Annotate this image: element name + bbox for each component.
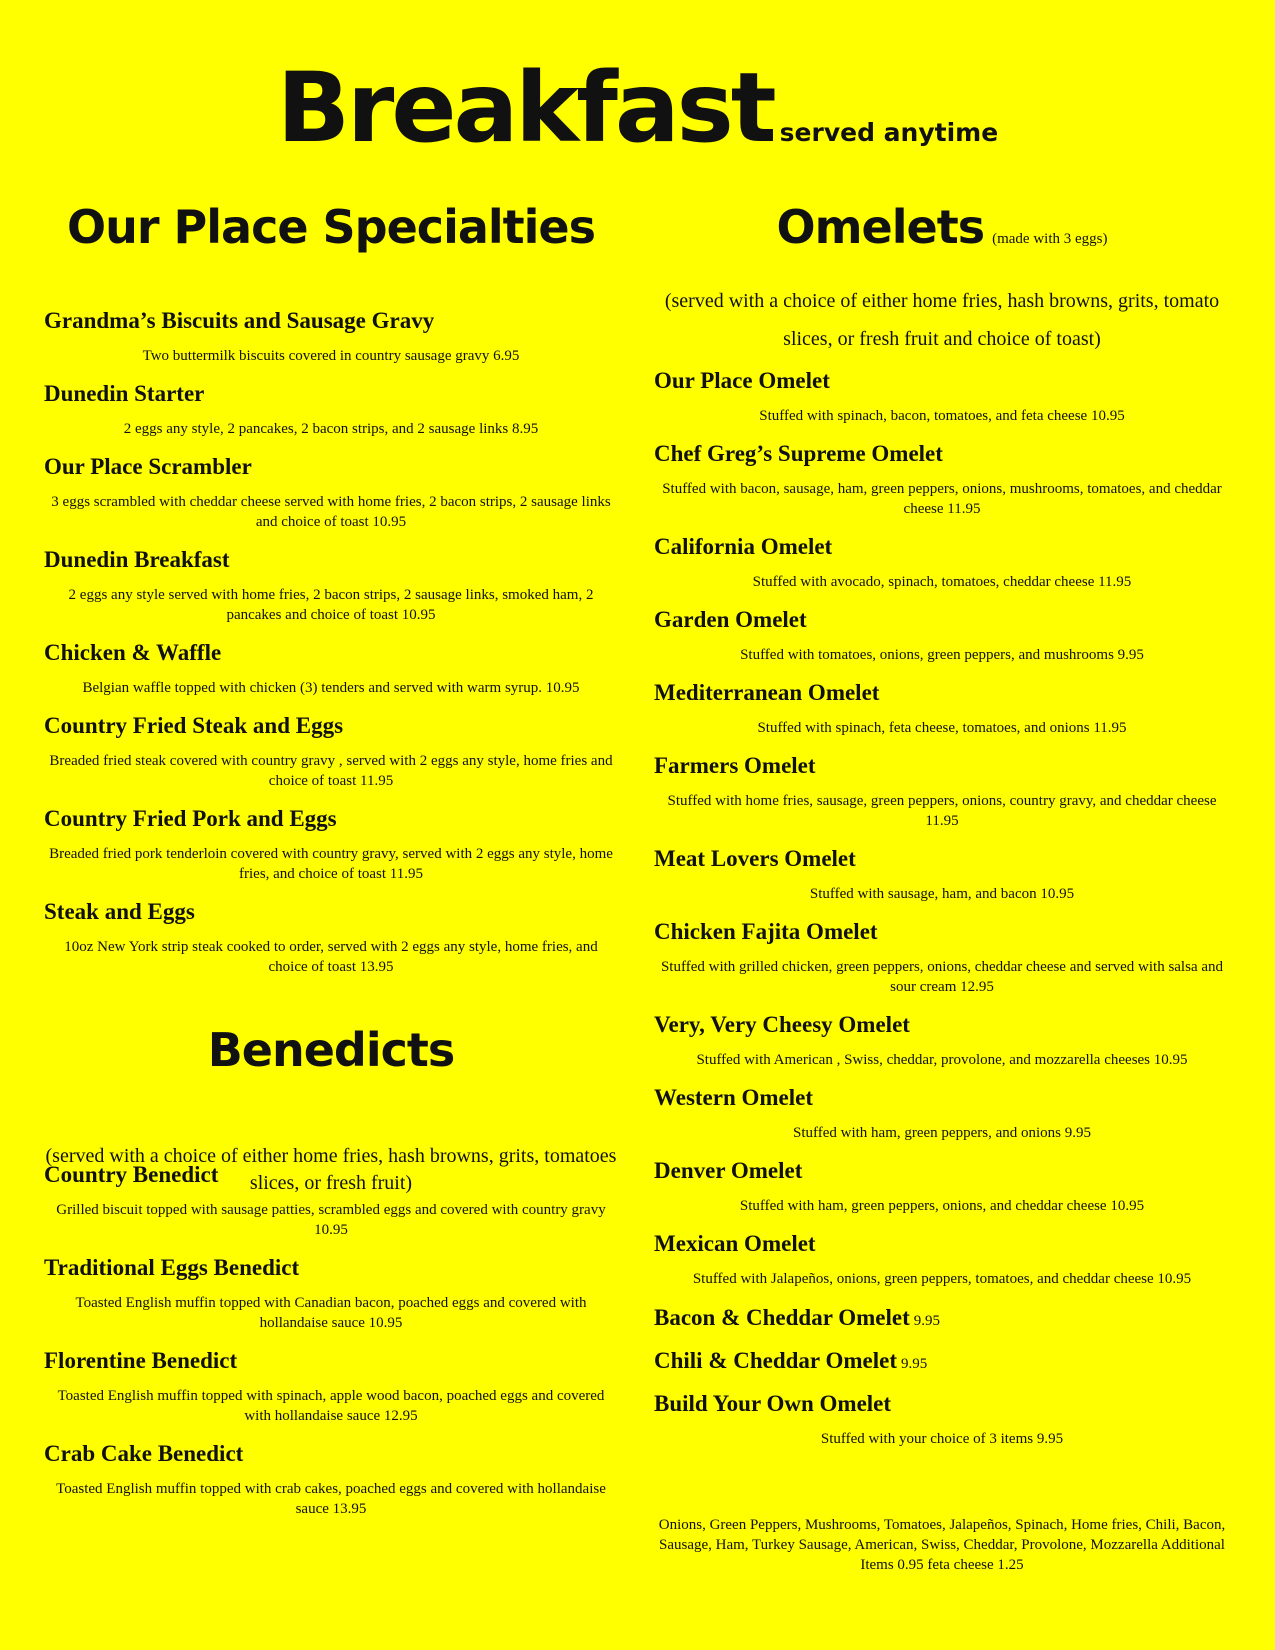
item-description: Stuffed with spinach, bacon, tomatoes, and feta cheese 10.95 <box>759 408 1125 424</box>
menu-item <box>654 1011 1230 1070</box>
item-name: Florentine Benedict <box>44 1348 238 1373</box>
title-sub: served anytime <box>779 118 999 147</box>
omelets-note: (served with a choice of either home fries, hash browns, grits, tomato slices, or fresh fruit and choice of toast) <box>664 290 1220 350</box>
item-name: Chef Greg’s Supreme Omelet <box>654 441 943 466</box>
menu-item <box>654 1390 1230 1449</box>
item-description: 10oz New York strip steak cooked to order, served with 2 eggs any style, home fries, and choice of toast 13.95 <box>64 939 598 975</box>
item-name: Chili & Cheddar Omelet <box>654 1348 897 1373</box>
item-description: Breaded fried steak covered with country gravy , served with 2 eggs any style, home fries and choice of toast 11.95 <box>49 753 613 789</box>
menu-item <box>654 845 1230 904</box>
menu-item <box>44 1161 618 1240</box>
item-description: Grilled biscuit topped with sausage patties, scrambled eggs and covered with country gravy 10.95 <box>56 1202 606 1238</box>
item-name: Dunedin Starter <box>44 381 205 406</box>
item-name: California Omelet <box>654 534 833 559</box>
item-price: 9.95 <box>900 1356 928 1372</box>
item-description: Stuffed with home fries, sausage, green peppers, onions, country gravy, and cheddar cheese 11.95 <box>667 793 1217 829</box>
item-description: Belgian waffle topped with chicken (3) tenders and served with warm syrup. 10.95 <box>82 680 580 696</box>
menu-item <box>44 712 618 791</box>
menu-item <box>654 1084 1230 1143</box>
item-name: Crab Cake Benedict <box>44 1441 244 1466</box>
item-description: 2 eggs any style, 2 pancakes, 2 bacon strips, and 2 sausage links 8.95 <box>123 421 539 437</box>
title-main: Breakfast <box>276 52 774 164</box>
menu-item <box>654 1347 1230 1378</box>
item-name: Meat Lovers Omelet <box>654 846 856 871</box>
item-name: Mediterranean Omelet <box>654 680 880 705</box>
item-name: Country Fried Pork and Eggs <box>44 806 337 831</box>
item-description: Toasted English muffin topped with spinach, apple wood bacon, poached eggs and covered with hollandaise sauce 12.95 <box>57 1388 605 1424</box>
item-description: Stuffed with your choice of 3 items 9.95 <box>820 1431 1064 1447</box>
menu-item <box>654 440 1230 519</box>
item-name: Very, Very Cheesy Omelet <box>654 1012 910 1037</box>
item-description: Stuffed with tomatoes, onions, green peppers, and mushrooms 9.95 <box>740 647 1144 663</box>
item-name: Build Your Own Omelet <box>654 1391 892 1416</box>
item-description: Breaded fried pork tenderloin covered with country gravy, served with 2 eggs any style, home fries, and choice of toast 11.95 <box>49 846 613 882</box>
specialties-heading: Our Place Specialties <box>67 200 595 254</box>
menu-item <box>654 918 1230 997</box>
item-description: Stuffed with ham, green peppers, and onions 9.95 <box>792 1125 1091 1141</box>
item-name: Denver Omelet <box>654 1158 803 1183</box>
item-description: Stuffed with ham, green peppers, onions, and cheddar cheese 10.95 <box>739 1198 1145 1214</box>
item-description: Stuffed with spinach, feta cheese, tomatoes, and onions 11.95 <box>757 720 1127 736</box>
item-description: Stuffed with American , Swiss, cheddar, provolone, and mozzarella cheeses 10.95 <box>696 1052 1188 1068</box>
menu-item <box>44 639 618 698</box>
item-description: Toasted English muffin topped with crab cakes, poached eggs and covered with hollandaise sauce 13.95 <box>56 1481 606 1517</box>
menu-item <box>44 546 618 625</box>
menu-item <box>44 380 618 439</box>
item-name: Country Fried Steak and Eggs <box>44 713 344 738</box>
item-name: Chicken Fajita Omelet <box>654 919 878 944</box>
benedicts-heading: Benedicts <box>207 1023 455 1077</box>
benedicts-note: (served with a choice of either home fries, hash browns, grits, tomatoes slices, or fresh fruit) <box>45 1145 617 1194</box>
menu-item <box>44 1347 618 1426</box>
item-name: Bacon & Cheddar Omelet <box>654 1305 910 1330</box>
omelets-heading <box>654 200 1230 254</box>
item-description: Stuffed with Jalapeños, onions, green peppers, tomatoes, and cheddar cheese 10.95 <box>692 1271 1192 1287</box>
item-name: Grandma’s Biscuits and Sausage Gravy <box>44 308 435 333</box>
omelets-heading-text: Omelets <box>776 200 985 254</box>
menu-item <box>654 367 1230 426</box>
menu-item <box>654 606 1230 665</box>
item-name: Chicken & Waffle <box>44 640 222 665</box>
item-name: Our Place Scrambler <box>44 454 252 479</box>
menu-title <box>0 52 1275 164</box>
menu-item <box>654 752 1230 831</box>
item-name: Western Omelet <box>654 1085 814 1110</box>
item-name: Steak and Eggs <box>44 899 195 924</box>
menu-item <box>44 453 618 532</box>
item-description: Stuffed with bacon, sausage, ham, green peppers, onions, mushrooms, tomatoes, and cheddar cheese 11.95 <box>662 481 1222 517</box>
item-description: Stuffed with grilled chicken, green peppers, onions, cheddar cheese and served with salsa and sour cream 12.95 <box>660 959 1224 995</box>
menu-item <box>654 1157 1230 1216</box>
item-name: Garden Omelet <box>654 607 807 632</box>
item-name: Our Place Omelet <box>654 368 830 393</box>
item-name: Mexican Omelet <box>654 1231 816 1256</box>
menu-item <box>654 1304 1230 1335</box>
menu-item <box>44 307 618 366</box>
menu-item <box>44 805 618 884</box>
item-description: 3 eggs scrambled with cheddar cheese served with home fries, 2 bacon strips, 2 sausage links and choice of toast 10.95 <box>51 494 611 530</box>
menu-item <box>654 533 1230 592</box>
item-description: Stuffed with avocado, spinach, tomatoes, cheddar cheese 11.95 <box>752 574 1132 590</box>
item-name: Farmers Omelet <box>654 753 816 778</box>
item-name: Country Benedict <box>44 1162 219 1187</box>
item-description: 2 eggs any style served with home fries, 2 bacon strips, 2 sausage links, smoked ham, 2 pancakes and choice of toast 10.95 <box>68 587 594 623</box>
menu-item <box>44 1254 618 1333</box>
item-name: Traditional Eggs Benedict <box>44 1255 300 1280</box>
menu-item <box>654 679 1230 738</box>
menu-item <box>654 1230 1230 1289</box>
item-description: Two buttermilk biscuits covered in country sausage gravy 6.95 <box>142 348 520 364</box>
menu-item <box>44 898 618 977</box>
item-price: 9.95 <box>913 1313 941 1329</box>
item-name: Dunedin Breakfast <box>44 547 230 572</box>
item-description: Stuffed with sausage, ham, and bacon 10.95 <box>809 886 1075 902</box>
item-description: Toasted English muffin topped with Canadian bacon, poached eggs and covered with hollandaise sauce 10.95 <box>75 1295 587 1331</box>
additional-items: Onions, Green Peppers, Mushrooms, Tomatoes, Jalapeños, Spinach, Home fries, Chili, Bacon, Sausage, Ham, Turkey Sausage, American, Swiss, Cheddar, Provolone, Mozzarella Additional Items 0.95 feta cheese 1.25 <box>658 1517 1226 1573</box>
omelets-heading-note: (made with 3 eggs) <box>992 231 1108 247</box>
menu-item <box>44 1440 618 1519</box>
